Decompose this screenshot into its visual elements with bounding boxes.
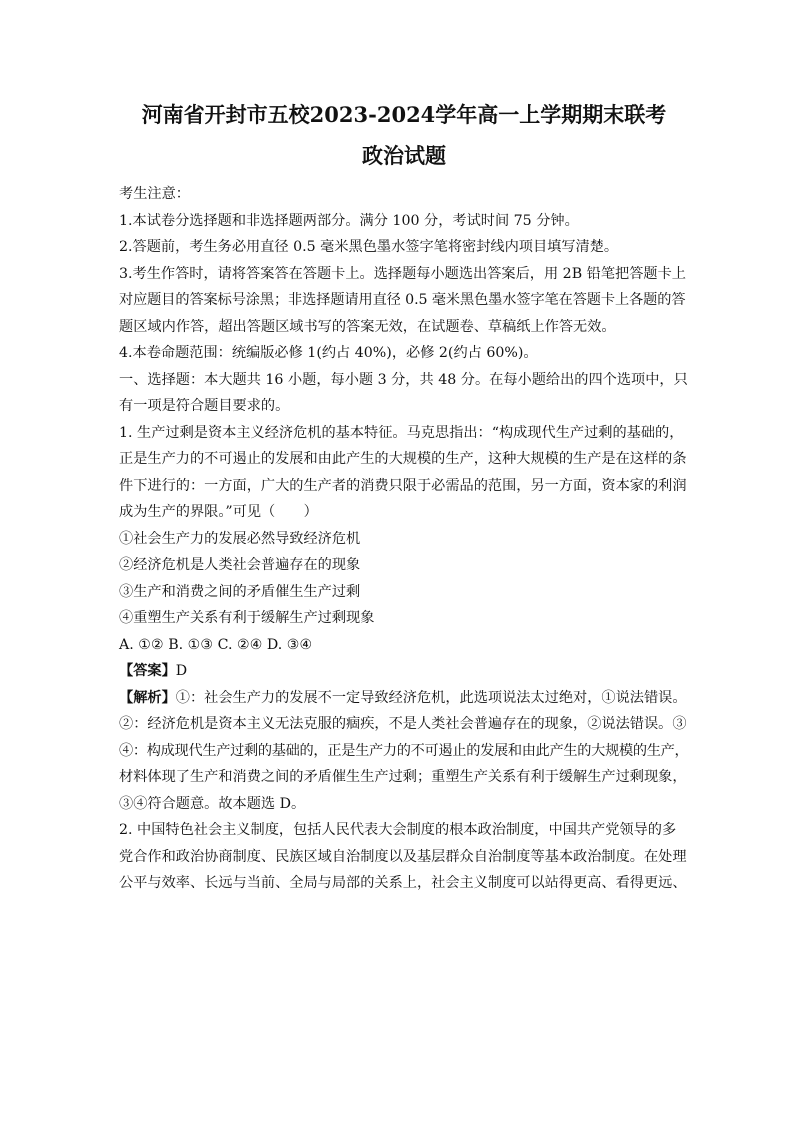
q1-analysis-line: 材料体现了生产和消费之间的矛盾催生生产过剩；重塑生产关系有利于缓解生产过剩现象，	[119, 769, 687, 785]
exam-title: 河南省开封市五校2023-2024学年高一上学期期末联考	[141, 102, 667, 127]
notice-line: 题区域内作答，超出答题区域书写的答案无效，在试题卷、草稿纸上作答无效。	[119, 318, 616, 335]
notice-heading: 考生注意：	[119, 186, 190, 202]
q2-stem-line: 公平与效率、长远与当前、全局与局部的关系上，社会主义制度可以站得更高、看得更远、	[119, 875, 687, 891]
notice-line: 2.答题前，考生务必用直径 0.5 毫米黑色墨水签字笔将密封线内项目填写清楚。	[119, 239, 619, 255]
q1-analysis-line: ④：构成现代生产过剩的基础的，正是生产力的不可遏止的发展和由此产生的大规模的生产，	[119, 742, 689, 759]
answer-label: 【答案】	[119, 663, 176, 679]
q1-analysis-line: ③④符合题意。故本题选 D。	[119, 795, 306, 812]
q1-analysis-line	[119, 685, 689, 712]
notice-line: 3.考生作答时，请将答案答在答题卡上。选择题每小题选出答案后，用 2B 铅笔把答题卡上	[119, 265, 686, 282]
notice-line: 1.本试卷分选择题和非选择题两部分。满分 100 分，考试时间 75 分钟。	[119, 212, 579, 229]
exam-page	[119, 100, 689, 897]
q1-stem-line: 件下进行的：一方面，广大的生产者的消费只限于必需品的范围，另一方面，资本家的利润	[119, 477, 687, 494]
q1-stem-line: 正是生产力的不可遏止的发展和由此产生的大规模的生产，这种大规模的生产是在这样的条	[119, 451, 687, 467]
q1-option: ①社会生产力的发展必然导致经济危机	[119, 530, 361, 547]
q1-option: ②经济危机是人类社会普遍存在的现象	[119, 557, 361, 573]
section-heading: 有一项是符合题目要求的。	[119, 398, 290, 414]
analysis-text: ①：社会生产力的发展不一定导致经济危机，此选项说法太过绝对，①说法错误。	[175, 689, 687, 706]
section-heading: 一、选择题：本大题共 16 小题，每小题 3 分，共 48 分。在每小题给出的四个选项中，只	[119, 371, 688, 388]
notice-line: 对应题目的答案标号涂黑；非选择题请用直径 0.5 毫米黑色墨水签字笔在答题卡上各题的答	[119, 292, 686, 308]
analysis-label: 【解析】	[119, 689, 176, 706]
q1-stem-line: 成为生产的界限。”可见（ ）	[119, 504, 318, 520]
notice-line: 4.本卷命题范围：统编版必修 1(约占 40%)，必修 2(约占 60%)。	[119, 345, 538, 361]
exam-subject-title: 政治试题	[362, 143, 446, 168]
q1-answer	[119, 658, 689, 685]
q1-option: ③生产和消费之间的矛盾催生生产过剩	[119, 583, 361, 600]
q1-option: ④重塑生产关系有利于缓解生产过剩现象	[119, 610, 375, 626]
q1-analysis-line: ②：经济危机是资本主义无法克服的痼疾，不是人类社会普遍存在的现象，②说法错误。③	[119, 716, 687, 732]
q1-stem-line: 1. 生产过剩是资本主义经济危机的基本特征。马克思指出：“构成现代生产过剩的基础的，	[119, 424, 684, 441]
q2-stem-line: 2. 中国特色社会主义制度，包括人民代表大会制度的根本政治制度，中国共产党领导的多	[119, 822, 677, 838]
q2-stem-line: 党合作和政治协商制度、民族区域自治制度以及基层群众自治制度等基本政治制度。在处理	[119, 848, 687, 865]
q1-choices: A. ①② B. ①③ C. ②④ D. ③④	[119, 636, 313, 653]
answer-value: D	[175, 663, 188, 679]
